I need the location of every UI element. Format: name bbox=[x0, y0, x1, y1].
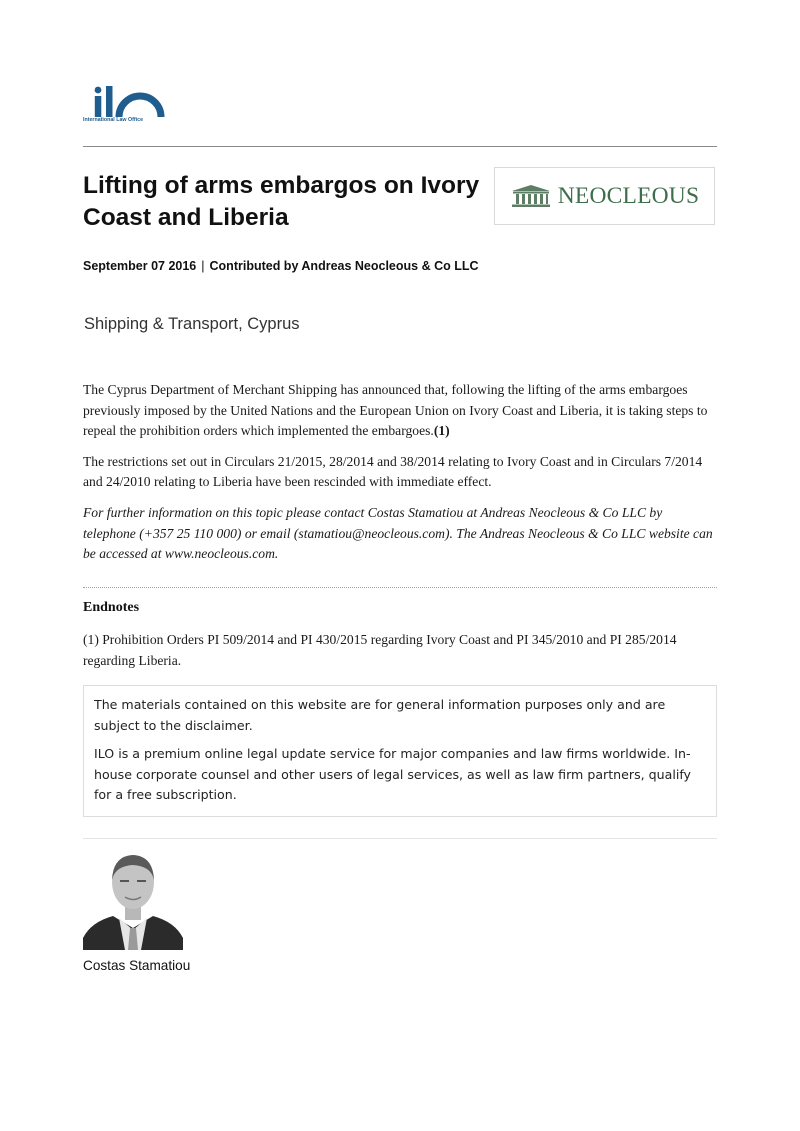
endnotes-divider bbox=[83, 587, 717, 588]
article-title: Lifting of arms embargos on Ivory Coast and Liberia bbox=[83, 172, 480, 231]
meta-separator: | bbox=[201, 259, 205, 273]
article-date: September 07 2016 bbox=[83, 259, 197, 273]
author-photo[interactable] bbox=[83, 850, 183, 950]
firm-logo[interactable] bbox=[494, 167, 715, 225]
body-paragraph-text: The Cyprus Department of Merchant Shipping has announced that, following the lifting of the arms embargoes previously imposed by the United Nations and the European Union on Ivory Coast and Liberia, it is taking steps to repeal the prohibition orders which implemented the embargoes. bbox=[83, 382, 708, 439]
disclaimer-box bbox=[83, 685, 717, 817]
endnote-item: (1) Prohibition Orders PI 509/2014 and PI 430/2015 regarding Ivory Coast and PI 345/2010 and PI 285/2014 regarding Liberia. bbox=[83, 632, 677, 668]
building-columns-icon bbox=[510, 184, 552, 208]
body-paragraph bbox=[83, 380, 717, 442]
author-name[interactable]: Costas Stamatiou bbox=[83, 958, 191, 973]
endnotes-heading: Endnotes bbox=[83, 600, 140, 615]
article-contributor[interactable]: Contributed by Andreas Neocleous & Co LLC bbox=[209, 259, 479, 273]
contact-paragraph: For further information on this topic please contact Costas Stamatiou at Andreas Neocleous & Co LLC by telephone (+357 25 110 000) or email (stamatiou@neocleous.com). The Andreas Neocleous & Co LLC website can be accessed at www.neocleous.com. bbox=[83, 504, 713, 562]
article-body bbox=[83, 380, 717, 575]
article-meta bbox=[83, 259, 479, 273]
author-divider bbox=[83, 838, 717, 839]
ilo-logo[interactable] bbox=[83, 86, 173, 130]
subscription-text: ILO is a premium online legal update service for major companies and law firms worldwide. In-house corporate counsel and other users of legal services, as well as law firm partners, qualify for a free subscription. bbox=[94, 746, 691, 802]
body-paragraph: The restrictions set out in Circulars 21/2015, 28/2014 and 38/2014 relating to Ivory Coast and in Circulars 7/2014 and 24/2010 relating to Liberia have been rescinded with immediate effect. bbox=[83, 453, 703, 490]
disclaimer-text: The materials contained on this website are for general information purposes only and are subject to the disclaimer. bbox=[94, 697, 666, 733]
ilo-logo-mark bbox=[83, 86, 173, 118]
article-section[interactable]: Shipping & Transport, Cyprus bbox=[84, 315, 300, 333]
ilo-logo-tagline: International Law Office bbox=[83, 117, 144, 123]
header-divider bbox=[83, 146, 717, 147]
endnote-reference[interactable]: (1) bbox=[433, 423, 450, 439]
firm-name: NEOCLEOUS bbox=[557, 182, 700, 209]
